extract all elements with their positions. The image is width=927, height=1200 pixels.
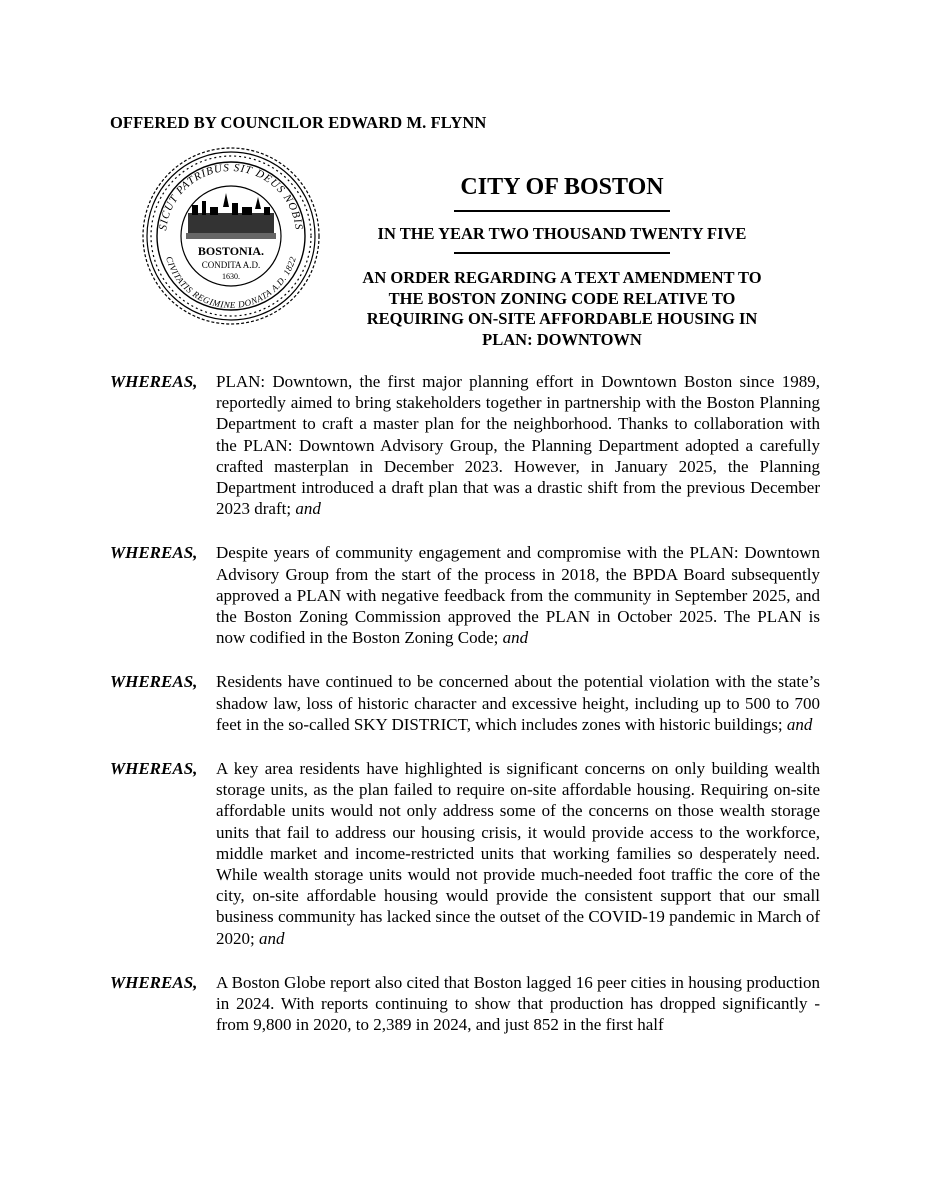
clause-body <box>216 671 820 735</box>
clause-text: A Boston Globe report also cited that Boston lagged 16 peer cities in housing production in 2024. With reports continuing to show that production has dropped significantly - from 9,800 in 2020, to 2,389 in 2024, and just 852 in the first half <box>216 972 820 1035</box>
city-seal <box>140 145 322 327</box>
whereas-clauses <box>110 371 820 1058</box>
clause-body <box>216 758 820 949</box>
document-header <box>336 172 788 350</box>
clause-conjunction: and <box>258 928 285 948</box>
whereas-clause <box>110 972 820 1036</box>
year-line: IN THE YEAR TWO THOUSAND TWENTY FIVE <box>377 224 747 243</box>
seal-bostonia: BOSTONIA. <box>197 244 265 258</box>
seal-condita: CONDITA A.D. <box>201 260 261 270</box>
seal-city-skyline <box>186 193 276 239</box>
order-title-line: THE BOSTON ZONING CODE RELATIVE TO <box>388 288 736 308</box>
order-title <box>336 268 788 350</box>
clause-conjunction: and <box>295 499 321 519</box>
year-rule <box>454 252 670 254</box>
clause-text: A key area residents have highlighted is significant concerns on only building wealth storage units, as the plan failed to require on-site affordable housing. Requiring on-site affordable units would not only address some of the concerns on those wealth storage units that fail to address our housing crisis, it would provide access to the workforce, middle market and income-restricted units that working families so desperately need. While wealth storage units would not provide much-needed foot traffic the core of the city, on-site affordable housing would provide the consistent support that our small business community has lacked since the outset of the COVID-19 pandemic in March of 2020; <box>216 759 820 948</box>
clause-body <box>216 972 820 1036</box>
clause-label: WHEREAS, <box>110 543 198 563</box>
seal-outer-text: SICUT PATRIBUS SIT DEUS NOBIS <box>157 161 305 232</box>
clause-conjunction: and <box>502 628 529 648</box>
clause-label: WHEREAS, <box>110 972 198 992</box>
whereas-clause <box>110 758 820 949</box>
seal-bottom-text: CIVITATIS REGIMINE DONATA A.D. 1822 <box>164 255 298 311</box>
whereas-clause <box>110 671 820 735</box>
order-title-line: PLAN: DOWNTOWN <box>482 329 642 349</box>
title-rule <box>454 210 670 212</box>
clause-label: WHEREAS, <box>110 672 198 692</box>
clause-body <box>216 542 820 648</box>
clause-body <box>216 371 820 519</box>
clause-label: WHEREAS, <box>110 759 198 779</box>
clause-conjunction: and <box>786 714 813 734</box>
order-title-line: AN ORDER REGARDING A TEXT AMENDMENT TO <box>362 268 762 287</box>
order-title-line: REQUIRING ON-SITE AFFORDABLE HOUSING IN <box>366 309 758 328</box>
clause-text: Residents have continued to be concerned about the potential violation with the state’s shadow law, loss of historic character and excessive height, including up to 500 to 700 feet in the so-called SKY DISTRICT, which includes zones with historic buildings; <box>216 672 820 734</box>
offered-by-line: OFFERED BY COUNCILOR EDWARD M. FLYNN <box>110 113 487 132</box>
clause-text: Despite years of community engagement and compromise with the PLAN: Downtown Advisory Group from the start of the process in 2018, the BPDA Board subsequently approved a PLAN with negative feedback from the community in September 2025, and the Boston Zoning Commission approved the PLAN in October 2025. The PLAN is now codified in the Boston Zoning Code; <box>216 543 820 648</box>
clause-text: PLAN: Downtown, the first major planning effort in Downtown Boston since 1989, reportedly aimed to bring stakeholders together in partnership with the Boston Planning Department to craft a master plan for the neighborhood. Thanks to collaboration with the PLAN: Downtown Advisory Group, the Planning Department adopted a carefully crafted masterplan in December 2023. However, in January 2025, the Planning Department introduced a draft plan that was a drastic shift from the previous December 2023 draft; <box>216 372 820 519</box>
whereas-clause <box>110 542 820 648</box>
whereas-clause <box>110 371 820 519</box>
city-title: CITY OF BOSTON <box>460 174 664 200</box>
seal-year: 1630. <box>222 272 240 281</box>
clause-label: WHEREAS, <box>110 372 198 391</box>
